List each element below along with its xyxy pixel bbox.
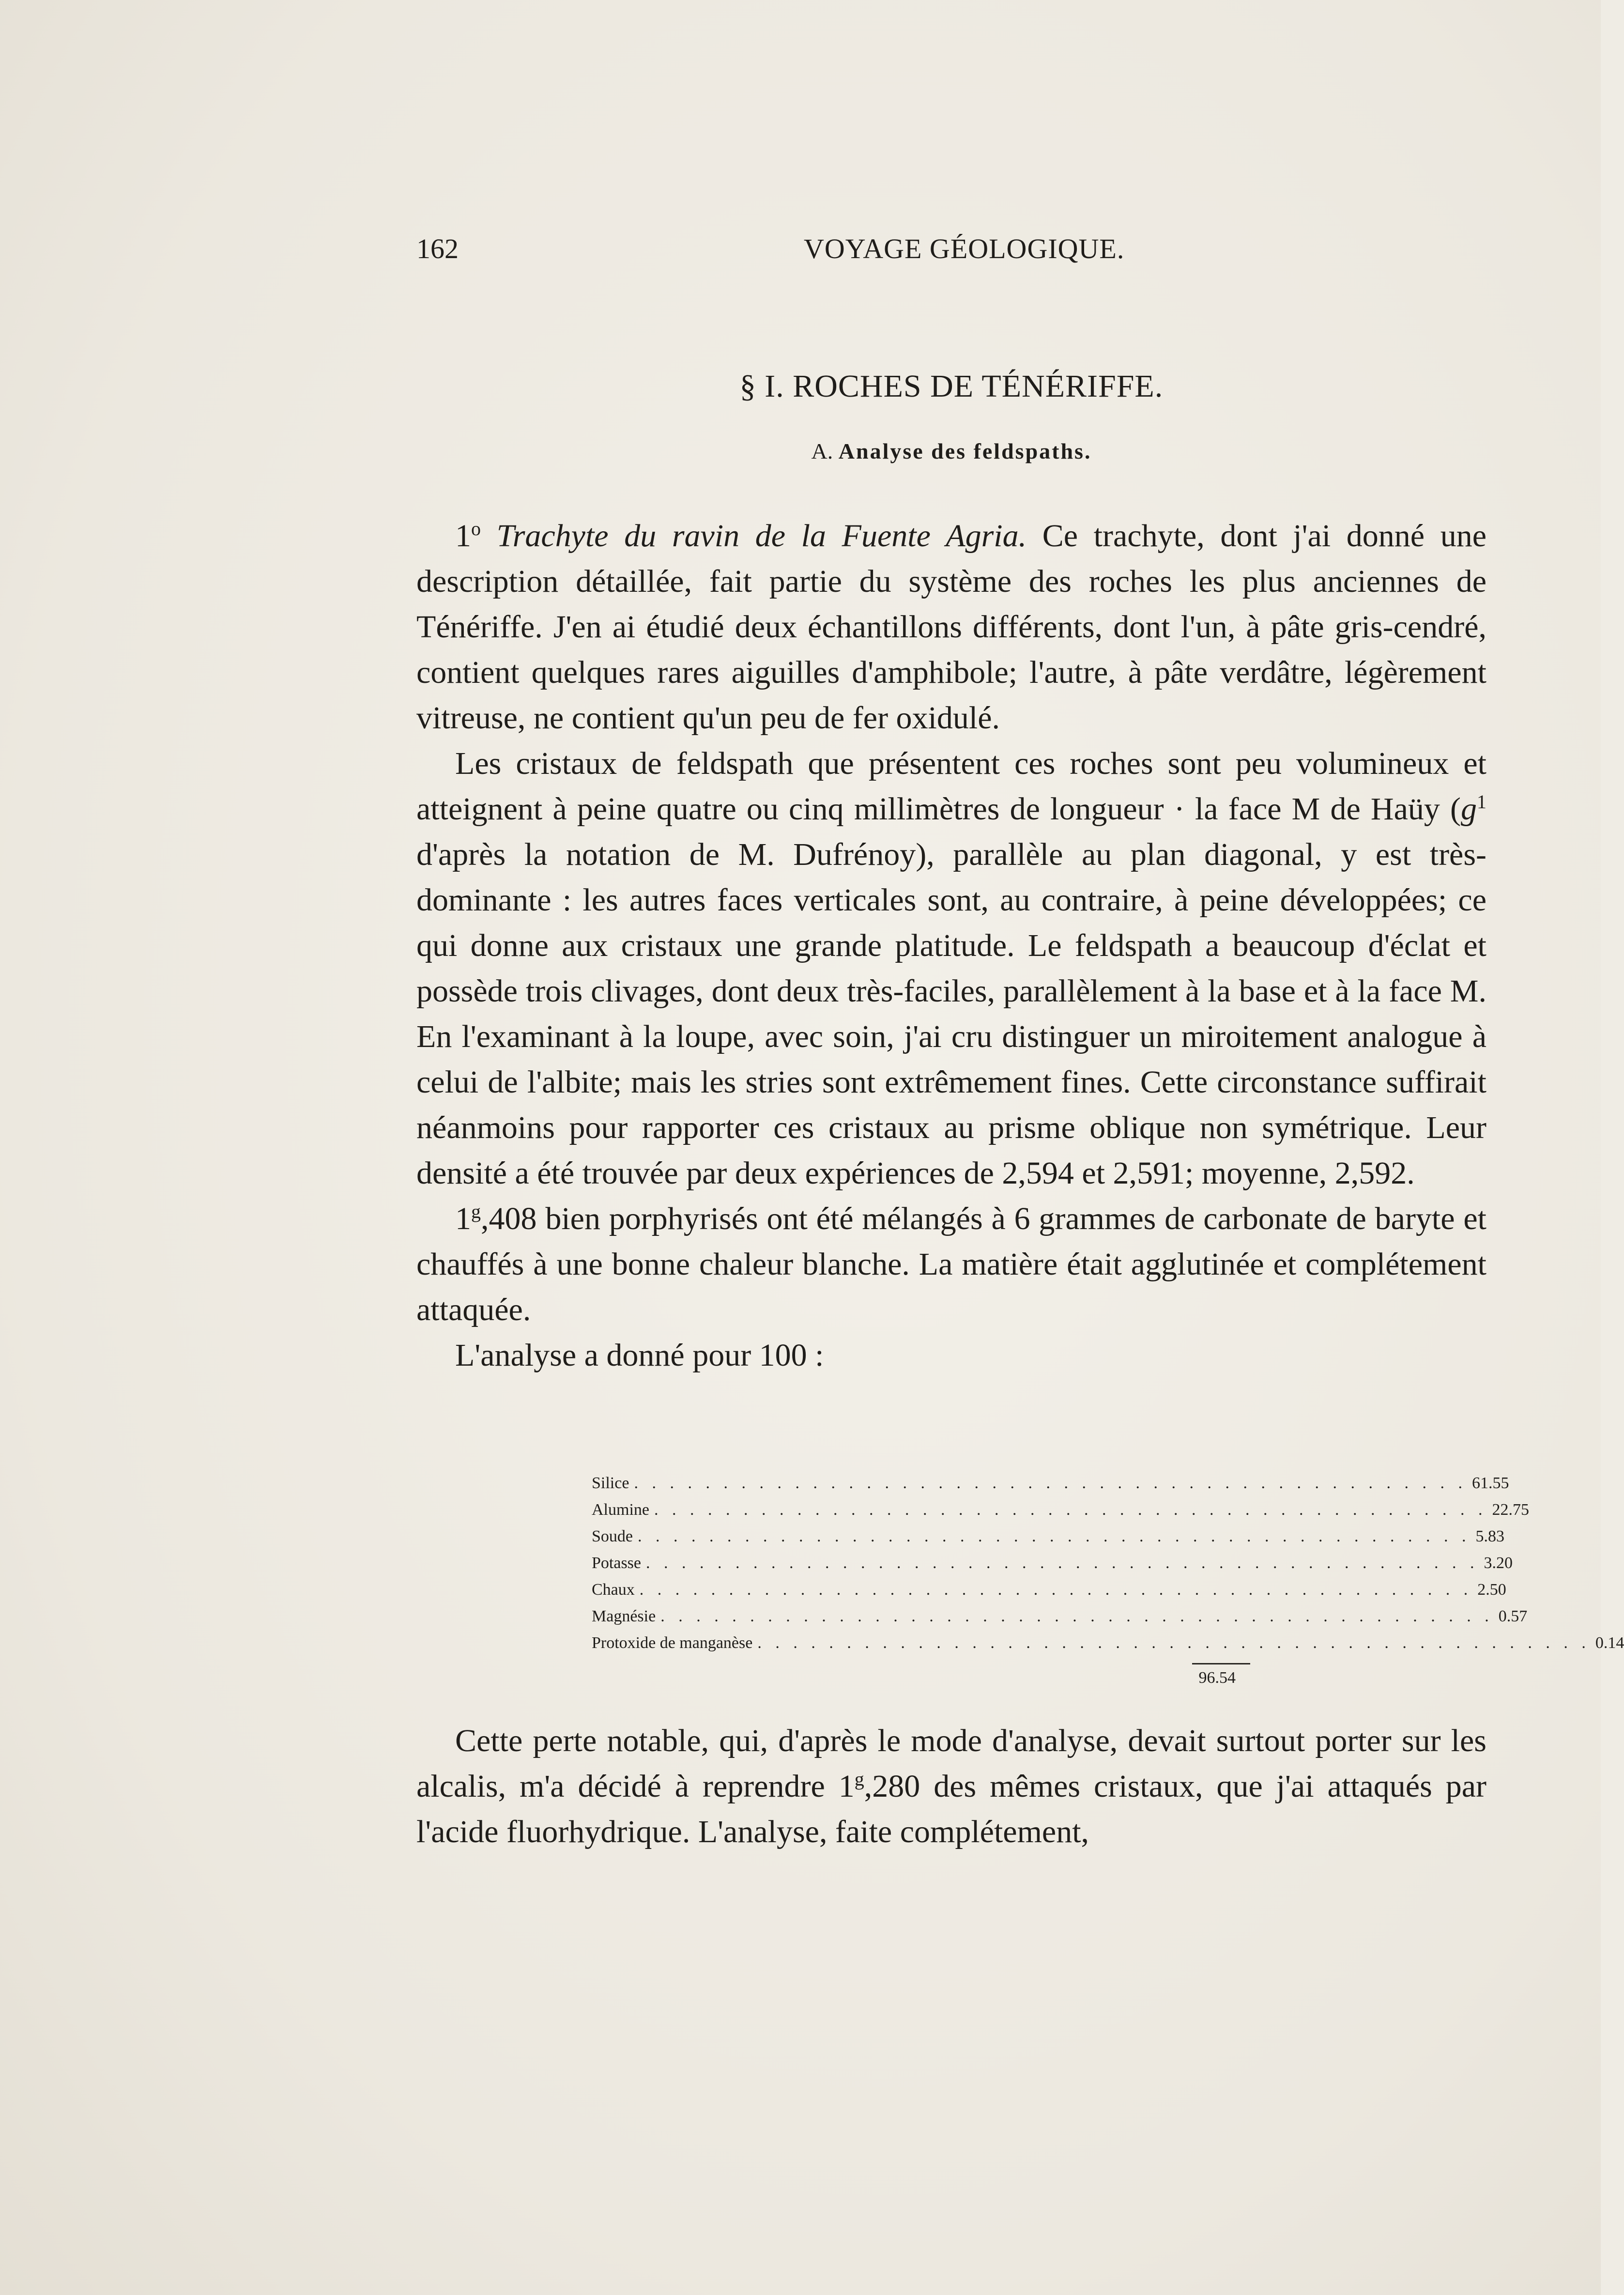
running-title: VOYAGE GÉOLOGIQUE. bbox=[804, 233, 1125, 264]
table-row: Magnésie . . . . . . . . . . . . . . . . . . . . . . . . . . . . . . . . . . . . . . . . . . . . . . . 0.57 bbox=[592, 1607, 1528, 1625]
paragraph-1: 1$^o$ Trachyte du ravin de la Fuente Agria. Ce trachyte, dont j'ai donné une description détaillée, fait partie du système des roches les plus anciennes de Ténériffe. J'en ai étudié deux échantillons différents, dont l'un, à pâte gris-cendré, contient quelques rares aiguilles d'amphibole; l'autre, à pâte verdâtre, légèrement vitreuse, ne contient qu'un peu de fer oxidulé. bbox=[416, 518, 1486, 736]
table-row: Silice . . . . . . . . . . . . . . . . . . . . . . . . . . . . . . . . . . . . . . . . . . . . . . . 61.55 bbox=[592, 1474, 1509, 1492]
paragraph-5: Cette perte notable, qui, d'après le mode d'analyse, devait surtout porter sur les alcalis, m'a décidé à reprendre 1$^g$,280 des mêmes cristaux, que j'ai attaqués par l'acide fluorhydrique. L'analyse, faite complétement, bbox=[416, 1723, 1487, 1849]
paragraph-2: Les cristaux de feldspath que présentent ces roches sont peu volumineux et atteignent à peine quatre ou cinq millimètres de longueur · la face M de Haüy ($g^1$ d'après la notation de M. Dufrénoy), parallèle au plan diagonal, y est très-dominante : les autres faces verticales sont, au contraire, à peine développées; ce qui donne aux cristaux une grande platitude. Le feldspath a beaucoup d'éclat et possède trois clivages, dont deux très-faciles, parallèlement à la base et à la face M. En l'examinant à la loupe, avec soin, j'ai cru distinguer un miroitement analogue à celui de l'albite; mais les stries sont extrêmement fines. Cette circonstance suffirait néanmoins pour rapporter ces cristaux au prisme oblique non symétrique. Leur densité a été trouvée par deux expériences de 2,594 et 2,591; moyenne, 2,592. bbox=[416, 746, 1486, 1191]
paragraph-1-title: Trachyte du ravin de la Fuente Agria. bbox=[496, 518, 1027, 554]
paragraph-3: 1$^g$,408 bien porphyrisés ont été mélangés à 6 grammes de carbonate de baryte et chauffés à une bonne chaleur blanche. La matière était agglutinée et complétement attaquée. bbox=[416, 1201, 1486, 1327]
table-row: Potasse . . . . . . . . . . . . . . . . . . . . . . . . . . . . . . . . . . . . . . . . . . . . . . . 3.20 bbox=[592, 1554, 1513, 1572]
subsection-name: Analyse des feldspaths. bbox=[838, 439, 1092, 463]
body-text bbox=[416, 513, 1486, 1378]
paragraph-4: L'analyse a donné pour 100 : bbox=[455, 1338, 824, 1373]
page-number: 162 bbox=[416, 233, 459, 264]
section-title: § I. ROCHES DE TÉNÉRIFFE. bbox=[739, 369, 1164, 404]
table-row: Soude . . . . . . . . . . . . . . . . . . . . . . . . . . . . . . . . . . . . . . . . . . . . . . . 5.83 bbox=[592, 1527, 1504, 1545]
analysis-table bbox=[592, 1470, 1624, 1691]
subsection-prefix: A. bbox=[811, 439, 833, 463]
total-value: 96.54 bbox=[1198, 1669, 1236, 1687]
table-row: Alumine . . . . . . . . . . . . . . . . . . . . . . . . . . . . . . . . . . . . . . . . . . . . . . . 22.75 bbox=[592, 1501, 1529, 1519]
table-row: Protoxide de manganèse . . . . . . . . . . . . . . . . . . . . . . . . . . . . . . . . . . . . . . . . . . . . . . . 0.14 bbox=[592, 1634, 1624, 1652]
body-text-continued bbox=[416, 1718, 1486, 1855]
table-row: Chaux . . . . . . . . . . . . . . . . . . . . . . . . . . . . . . . . . . . . . . . . . . . . . . . 2.50 bbox=[592, 1581, 1506, 1599]
total-row bbox=[592, 1664, 1241, 1691]
page-header bbox=[416, 232, 1486, 276]
subsection-title bbox=[416, 438, 1486, 464]
